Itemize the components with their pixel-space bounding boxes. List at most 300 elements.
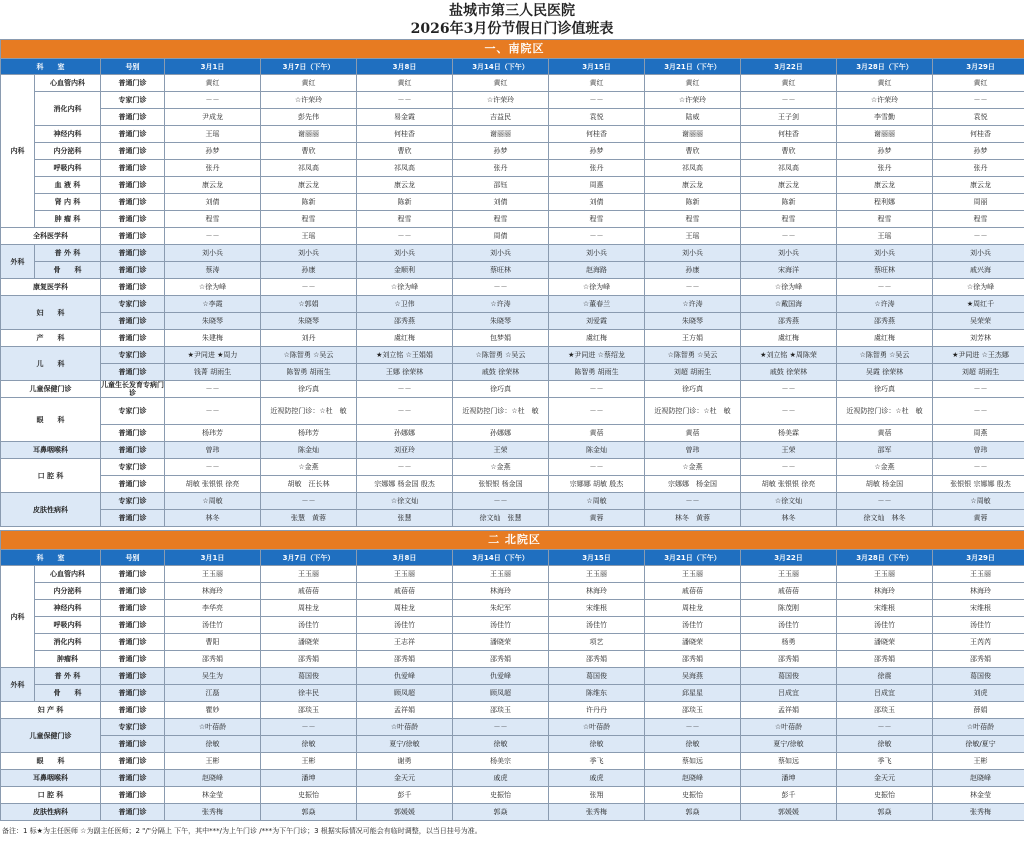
duty-cell: ☆徐文灿	[741, 493, 837, 510]
duty-cell: ★刘立铭 ☆王娟娟	[357, 347, 453, 364]
duty-cell: 邵琰玉	[261, 702, 357, 719]
duty-cell: －－	[549, 228, 645, 245]
dept-group: 眼 科	[1, 398, 101, 442]
schedule-row	[1, 262, 1024, 279]
duty-cell: 杨玮芳	[261, 425, 357, 442]
dept-group: 耳鼻咽喉科	[1, 770, 101, 787]
duty-cell: 蔡涛	[165, 262, 261, 279]
duty-cell: 黄红	[549, 75, 645, 92]
duty-cell: 彭千	[741, 787, 837, 804]
schedule-row	[1, 510, 1024, 527]
duty-cell: 康云龙	[933, 177, 1024, 194]
duty-cell: 康云龙	[645, 177, 741, 194]
duty-cell: 张慧	[357, 510, 453, 527]
duty-cell: 朱建梅	[165, 330, 261, 347]
duty-cell: 邵秀娟	[453, 651, 549, 668]
clinic-type: 普通门诊	[101, 262, 165, 279]
duty-cell: 谢丽丽	[261, 126, 357, 143]
duty-cell: 何桂香	[357, 126, 453, 143]
duty-cell: 陈茂刚	[741, 600, 837, 617]
sub-dept: 肿瘤科	[35, 651, 101, 668]
duty-cell: 陈智勇 胡雨生	[549, 364, 645, 381]
clinic-type: 普通门诊	[101, 330, 165, 347]
duty-cell: 葛国俊	[261, 668, 357, 685]
duty-cell: 黄红	[645, 75, 741, 92]
duty-cell: ☆陈智勇 ☆吴云	[837, 347, 933, 364]
duty-cell: ☆许荣玲	[453, 92, 549, 109]
clinic-type: 普通门诊	[101, 75, 165, 92]
duty-cell: 林海玲	[933, 583, 1024, 600]
duty-cell: ☆周敏	[933, 493, 1024, 510]
duty-cell: ☆卫伟	[357, 296, 453, 313]
schedule-row	[1, 493, 1024, 510]
duty-cell: ☆金燕	[645, 459, 741, 476]
clinic-type: 普通门诊	[101, 600, 165, 617]
dept-group: 妇 产 科	[1, 702, 101, 719]
duty-cell: 徐敏	[645, 736, 741, 753]
schedule-row	[1, 177, 1024, 194]
duty-cell: 王瑶	[165, 126, 261, 143]
schedule-row	[1, 651, 1024, 668]
header-type: 号别	[101, 550, 165, 566]
clinic-type: 普通门诊	[101, 228, 165, 245]
duty-cell: ☆叶蓓龄	[741, 719, 837, 736]
schedule-row	[1, 617, 1024, 634]
dept-group: 眼 科	[1, 753, 101, 770]
duty-cell: 孙梦	[453, 143, 549, 160]
duty-cell: 陈新	[645, 194, 741, 211]
duty-cell: 徐巧真	[645, 381, 741, 398]
duty-cell: 程雪	[837, 211, 933, 228]
duty-cell: 黄蓓	[645, 425, 741, 442]
duty-cell: 孙梦	[549, 143, 645, 160]
schedule-row	[1, 313, 1024, 330]
clinic-type: 普通门诊	[101, 177, 165, 194]
duty-cell: 张丹	[549, 160, 645, 177]
duty-cell: 王玉丽	[549, 566, 645, 583]
duty-cell: 仇爱峰	[453, 668, 549, 685]
header-dept: 科 室	[1, 550, 101, 566]
duty-cell: －－	[837, 493, 933, 510]
header-date: 3月22日	[741, 59, 837, 75]
duty-cell: 许丹丹	[549, 702, 645, 719]
duty-cell: ☆叶蓓龄	[165, 719, 261, 736]
duty-cell: 徐敏	[549, 736, 645, 753]
duty-cell: 尹成龙	[165, 109, 261, 126]
sub-dept: 心血管内科	[35, 566, 101, 583]
duty-cell: 宗娜娜 杨金国 殷杰	[357, 476, 453, 493]
duty-cell: 宗娜娜 胡敏 殷杰	[549, 476, 645, 493]
duty-cell: －－	[645, 493, 741, 510]
clinic-type: 普通门诊	[101, 245, 165, 262]
dept-group: 全科医学科	[1, 228, 101, 245]
duty-cell: 孙梦	[837, 143, 933, 160]
duty-cell: 程雪	[933, 211, 1024, 228]
duty-cell: 王瑶	[837, 228, 933, 245]
clinic-type: 普通门诊	[101, 634, 165, 651]
duty-cell: 张秀梅	[933, 804, 1024, 821]
duty-cell: 刘小兵	[453, 245, 549, 262]
duty-cell: 孟祥娟	[357, 702, 453, 719]
duty-cell: 史振怡	[453, 787, 549, 804]
duty-cell: 刘倩	[549, 194, 645, 211]
duty-cell: 王瑶	[261, 228, 357, 245]
duty-cell: －－	[645, 279, 741, 296]
header-date: 3月28日（下午）	[837, 59, 933, 75]
duty-cell: 邵琰玉	[645, 702, 741, 719]
duty-cell: 徐丰民	[261, 685, 357, 702]
duty-cell: 程雪	[357, 211, 453, 228]
duty-cell: 夏宁/徐敏	[357, 736, 453, 753]
schedule-row	[1, 381, 1024, 398]
schedule-row	[1, 425, 1024, 442]
duty-cell: 曹欣	[645, 143, 741, 160]
schedule-row	[1, 583, 1024, 600]
duty-cell: －－	[453, 279, 549, 296]
duty-cell: －－	[741, 459, 837, 476]
duty-cell: 康云龙	[357, 177, 453, 194]
duty-cell: 潘晓荣	[261, 634, 357, 651]
clinic-type: 儿童生长发育专病门诊	[101, 381, 164, 397]
duty-cell: 邵秀娟	[261, 651, 357, 668]
duty-cell: 赵晓峰	[645, 770, 741, 787]
clinic-type: 普通门诊	[101, 685, 165, 702]
duty-cell: 黄红	[837, 75, 933, 92]
duty-cell: ★尹同进 ☆王杰娜	[933, 347, 1024, 364]
duty-cell: 徐敏	[261, 736, 357, 753]
duty-cell: 戚蓓蓓	[645, 583, 741, 600]
duty-cell: 邵秀娟	[933, 651, 1024, 668]
duty-cell: －－	[357, 92, 453, 109]
duty-cell: ☆许涛	[645, 296, 741, 313]
duty-cell: 金顺利	[357, 262, 453, 279]
duty-cell: ☆周敏	[549, 493, 645, 510]
duty-cell: 张丹	[165, 160, 261, 177]
sub-dept: 呼吸内科	[35, 617, 101, 634]
duty-cell: －－	[933, 228, 1024, 245]
clinic-type: 普通门诊	[101, 668, 165, 685]
schedule-row	[1, 476, 1024, 493]
schedule-row	[1, 770, 1024, 787]
duty-cell: 刘小兵	[165, 245, 261, 262]
clinic-type: 普通门诊	[101, 364, 165, 381]
sub-dept: 肿 瘤 科	[35, 211, 101, 228]
north-campus-schedule-table	[0, 530, 1024, 821]
duty-cell: 戚蓓蓓	[741, 583, 837, 600]
duty-cell: 王彬	[933, 753, 1024, 770]
duty-cell: 祁凤高	[741, 160, 837, 177]
duty-cell: 潘坤	[741, 770, 837, 787]
duty-cell: 戚虎	[549, 770, 645, 787]
duty-cell: 陈维东	[549, 685, 645, 702]
duty-cell: 包梦娟	[453, 330, 549, 347]
duty-cell: 史振怡	[837, 787, 933, 804]
duty-cell: 祁凤高	[261, 160, 357, 177]
clinic-type: 普通门诊	[101, 651, 165, 668]
duty-cell: ★尹同进 ☆蔡绍龙	[549, 347, 645, 364]
duty-cell: 汤佳竹	[933, 617, 1024, 634]
clinic-type: 专家门诊	[101, 296, 165, 313]
duty-cell: 林冬 黄蓉	[645, 510, 741, 527]
duty-cell: ☆戴国海	[741, 296, 837, 313]
duty-cell: ☆董春兰	[549, 296, 645, 313]
duty-cell: 谢勇	[357, 753, 453, 770]
duty-cell: －－	[741, 381, 837, 398]
header-date: 3月21日（下午）	[645, 550, 741, 566]
duty-cell: 张银银 宗娜娜 殷杰	[933, 476, 1024, 493]
duty-cell: 季飞	[837, 753, 933, 770]
duty-cell: －－	[837, 719, 933, 736]
duty-cell: 周燕	[933, 425, 1024, 442]
schedule-row	[1, 804, 1024, 821]
duty-cell: －－	[933, 381, 1024, 398]
duty-cell: 谢丽丽	[837, 126, 933, 143]
duty-cell: 孙娜娜	[357, 425, 453, 442]
sub-dept: 骨 科	[35, 262, 101, 279]
duty-cell: 杨美宗	[453, 753, 549, 770]
duty-cell: 刘亚玲	[357, 442, 453, 459]
duty-cell: 彭先伟	[261, 109, 357, 126]
duty-cell: 袁悦	[549, 109, 645, 126]
sub-dept: 普 外 科	[35, 668, 101, 685]
duty-cell: 邵秀娟	[837, 651, 933, 668]
duty-cell: 王志祥	[357, 634, 453, 651]
duty-cell: 邵秀娟	[741, 651, 837, 668]
header-date: 3月1日	[165, 59, 261, 75]
duty-cell: －－	[549, 459, 645, 476]
duty-cell: 徐敏	[453, 736, 549, 753]
header-date: 3月14日（下午）	[453, 59, 549, 75]
duty-cell: ☆徐为峰	[741, 279, 837, 296]
duty-cell: ☆徐为峰	[549, 279, 645, 296]
duty-cell: 潘晓荣	[645, 634, 741, 651]
duty-cell: －－	[645, 719, 741, 736]
duty-cell: 刘超 胡雨生	[645, 364, 741, 381]
duty-cell: 林海玲	[549, 583, 645, 600]
duty-cell: 王荣	[741, 442, 837, 459]
duty-cell: 彭千	[357, 787, 453, 804]
dept-group: 口 腔 科	[1, 787, 101, 804]
header-date: 3月22日	[741, 550, 837, 566]
duty-cell: 夏宁/徐敏	[741, 736, 837, 753]
clinic-type: 专家门诊	[101, 398, 165, 425]
schedule-row	[1, 736, 1024, 753]
duty-cell: 胡敏 杨金国	[837, 476, 933, 493]
duty-cell: 蔡旺林	[837, 262, 933, 279]
duty-cell: －－	[741, 398, 837, 425]
schedule-row	[1, 634, 1024, 651]
duty-cell: 邵秀燕	[837, 313, 933, 330]
duty-cell: 汤佳竹	[261, 617, 357, 634]
duty-cell: 王方娟	[645, 330, 741, 347]
duty-cell: 王彬	[165, 753, 261, 770]
header-date: 3月29日	[933, 59, 1024, 75]
duty-cell: 康云龙	[261, 177, 357, 194]
duty-cell: 王瑶	[645, 228, 741, 245]
schedule-row	[1, 211, 1024, 228]
duty-cell: 康云龙	[165, 177, 261, 194]
duty-cell: 徐文灿 张慧	[453, 510, 549, 527]
duty-cell: 黄蓉	[549, 510, 645, 527]
duty-cell: 徐巧真	[837, 381, 933, 398]
duty-cell: －－	[357, 398, 453, 425]
duty-cell: 邵钰	[453, 177, 549, 194]
duty-cell: 吕成宜	[741, 685, 837, 702]
dept-group: 产 科	[1, 330, 101, 347]
clinic-type: 普通门诊	[101, 770, 165, 787]
duty-cell: 吉益民	[453, 109, 549, 126]
duty-cell: 胡敏 张银银 徐亮	[741, 476, 837, 493]
duty-cell: －－	[549, 92, 645, 109]
duty-cell: 刘倩	[453, 194, 549, 211]
duty-cell: 戚兴海	[933, 262, 1024, 279]
campus-banner: 一、南院区	[1, 40, 1024, 59]
duty-cell: －－	[453, 719, 549, 736]
sub-dept: 内分泌科	[35, 143, 101, 160]
duty-cell: －－	[165, 381, 261, 398]
duty-cell: 王玉丽	[933, 566, 1024, 583]
duty-cell: 林海玲	[165, 583, 261, 600]
sub-dept: 消化内科	[35, 92, 101, 126]
dept-group: 儿 科	[1, 347, 101, 381]
duty-cell: 王玉丽	[645, 566, 741, 583]
clinic-type: 普通门诊	[101, 143, 165, 160]
duty-cell: 虞红梅	[741, 330, 837, 347]
duty-cell: 徐巧真	[453, 381, 549, 398]
duty-cell: －－	[261, 279, 357, 296]
duty-cell: 葛国俊	[549, 668, 645, 685]
duty-cell: 近视防控门诊：☆杜 敏	[453, 398, 549, 425]
duty-cell: 刘小兵	[549, 245, 645, 262]
duty-cell: 黄红	[165, 75, 261, 92]
duty-cell: 宗娜娜 杨金国	[645, 476, 741, 493]
header-date: 3月29日	[933, 550, 1024, 566]
duty-cell: 徐敏	[837, 736, 933, 753]
clinic-type: 普通门诊	[101, 313, 165, 330]
duty-cell: ☆叶蓓龄	[933, 719, 1024, 736]
duty-cell: 程雪	[645, 211, 741, 228]
duty-cell: 汤佳竹	[741, 617, 837, 634]
clinic-type: 普通门诊	[101, 279, 165, 296]
clinic-type: 普通门诊	[101, 787, 165, 804]
duty-cell: 陈智勇 胡雨生	[261, 364, 357, 381]
schedule-row	[1, 143, 1024, 160]
duty-cell: 周桂龙	[357, 600, 453, 617]
duty-cell: ☆许涛	[837, 296, 933, 313]
clinic-type: 普通门诊	[101, 804, 165, 821]
duty-cell: 近视防控门诊：☆杜 敏	[645, 398, 741, 425]
duty-cell: ☆许荣玲	[837, 92, 933, 109]
duty-cell: 江磊	[165, 685, 261, 702]
duty-cell: 杨美霖	[741, 425, 837, 442]
duty-cell: ☆陈智勇 ☆吴云	[645, 347, 741, 364]
duty-cell: 曹欣	[261, 143, 357, 160]
duty-cell: 祁凤高	[645, 160, 741, 177]
duty-cell: 曾玮	[165, 442, 261, 459]
duty-cell: 蔡如远	[741, 753, 837, 770]
duty-cell: 黄红	[357, 75, 453, 92]
sub-dept: 呼吸内科	[35, 160, 101, 177]
schedule-row	[1, 787, 1024, 804]
duty-cell: －－	[741, 228, 837, 245]
duty-cell: 史振怡	[261, 787, 357, 804]
duty-cell: 潘晓荣	[837, 634, 933, 651]
sub-dept: 心血管内科	[35, 75, 101, 92]
duty-cell: 金天元	[837, 770, 933, 787]
schedule-row	[1, 160, 1024, 177]
clinic-type: 普通门诊	[101, 702, 165, 719]
duty-cell: 谢丽丽	[645, 126, 741, 143]
duty-cell: －－	[453, 493, 549, 510]
duty-cell: 薛娟	[933, 702, 1024, 719]
duty-cell: －－	[165, 398, 261, 425]
schedule-row	[1, 600, 1024, 617]
duty-cell: ☆周敏	[165, 493, 261, 510]
duty-cell: 孙康	[645, 262, 741, 279]
duty-cell: 刘超 胡雨生	[933, 364, 1024, 381]
duty-cell: 黄红	[261, 75, 357, 92]
duty-cell: 吴荣荣	[933, 313, 1024, 330]
duty-cell: ☆李霞	[165, 296, 261, 313]
duty-cell: 王玉丽	[165, 566, 261, 583]
duty-cell: 汤佳竹	[165, 617, 261, 634]
header-date: 3月15日	[549, 59, 645, 75]
duty-cell: 王玉丽	[261, 566, 357, 583]
duty-cell: 戚鼓 徐荣林	[453, 364, 549, 381]
clinic-type: 专家门诊	[101, 347, 165, 364]
duty-cell: 郭焱	[837, 804, 933, 821]
duty-cell: 赵海路	[549, 262, 645, 279]
duty-cell: 刘爱霞	[549, 313, 645, 330]
duty-cell: 王芮芮	[933, 634, 1024, 651]
duty-cell: 张翔	[549, 787, 645, 804]
schedule-row	[1, 194, 1024, 211]
duty-cell: －－	[357, 228, 453, 245]
header-date: 3月7日（下午）	[261, 550, 357, 566]
duty-cell: ☆徐为峰	[357, 279, 453, 296]
duty-cell: ☆徐文灿	[357, 493, 453, 510]
dept-group: 外科	[1, 245, 35, 279]
schedule-row	[1, 92, 1024, 109]
schedule-row	[1, 685, 1024, 702]
duty-cell: －－	[165, 459, 261, 476]
duty-cell: 刘丹	[261, 330, 357, 347]
duty-cell: ☆陈智勇 ☆吴云	[453, 347, 549, 364]
duty-cell: 程雪	[261, 211, 357, 228]
duty-cell: 孙康	[261, 262, 357, 279]
footnote: 备注：1 标★为主任医师 ☆为副主任医师；2 "/"分隔上 下午，其中***/为上午门诊 /***为下午门诊；3 根据实际情况可能会有临时调整，以当日挂号为准。	[2, 827, 482, 835]
schedule-row	[1, 228, 1024, 245]
duty-cell: 胡敏 张银银 徐亮	[165, 476, 261, 493]
duty-cell: 虞红梅	[357, 330, 453, 347]
duty-cell: 林金莹	[933, 787, 1024, 804]
duty-cell: －－	[741, 92, 837, 109]
sub-dept: 普 外 科	[35, 245, 101, 262]
duty-cell: 刘小兵	[933, 245, 1024, 262]
duty-cell: 徐敏	[165, 736, 261, 753]
south-campus-schedule-table	[0, 39, 1024, 527]
header-date: 3月21日（下午）	[645, 59, 741, 75]
duty-cell: ☆金燕	[261, 459, 357, 476]
duty-cell: ☆许荣玲	[645, 92, 741, 109]
duty-cell: 何桂香	[933, 126, 1024, 143]
duty-cell: 王玉丽	[837, 566, 933, 583]
schedule-row	[1, 109, 1024, 126]
clinic-type: 普通门诊	[101, 617, 165, 634]
schedule-row	[1, 566, 1024, 583]
clinic-type: 普通门诊	[101, 442, 165, 459]
duty-cell: 刘虎	[933, 685, 1024, 702]
